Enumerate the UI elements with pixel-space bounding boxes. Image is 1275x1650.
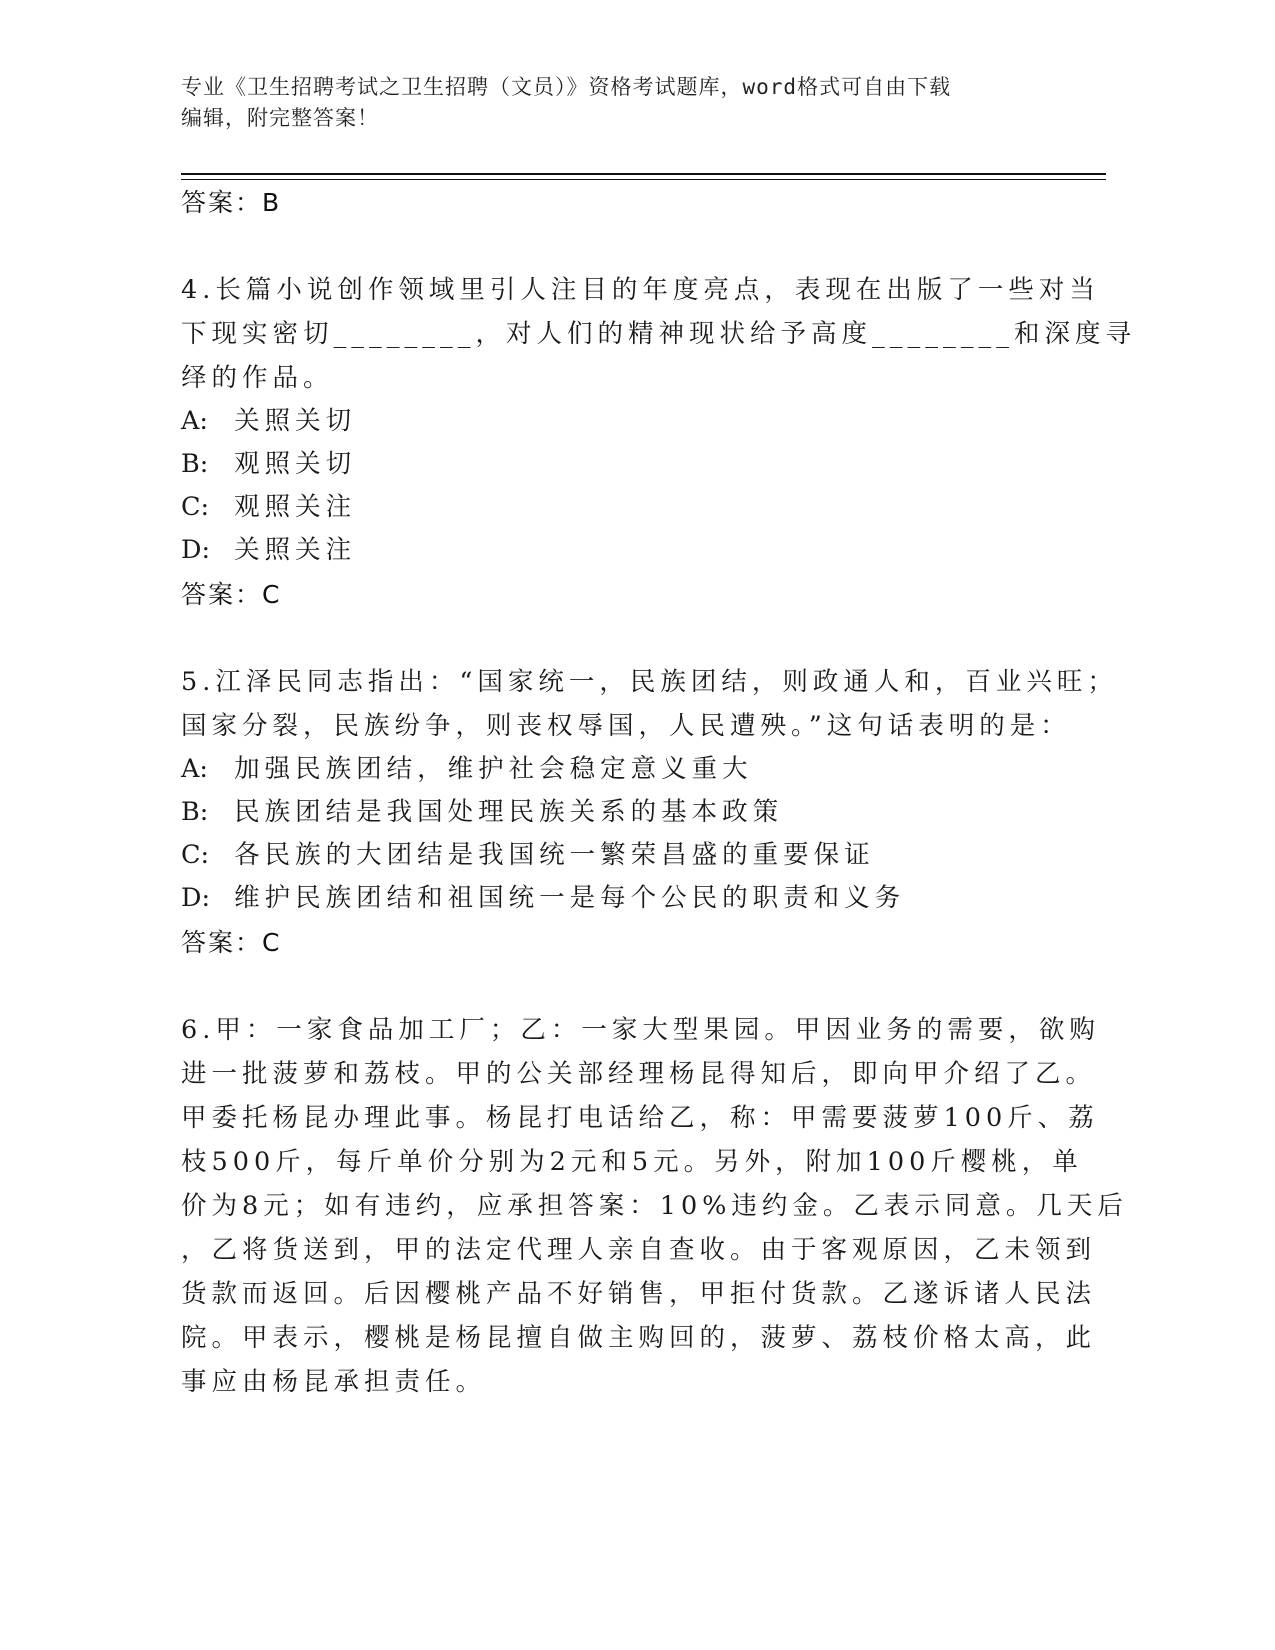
question-5-option-a <box>181 747 1061 791</box>
question-6 <box>181 1008 1128 1404</box>
question-5-answer: 答案：C <box>181 928 282 957</box>
option-text: 观照关注 <box>234 492 357 522</box>
question-4-option-a <box>181 399 1061 443</box>
question-4-answer: 答案：C <box>181 580 282 609</box>
question-4-line-3: 绎的作品。 <box>181 363 334 393</box>
header-rule-thin <box>181 179 1106 180</box>
option-label: C: <box>181 840 210 870</box>
question-6-line-1: 6.甲：一家食品加工厂；乙：一家大型果园。甲因业务的需要，欲购 <box>181 1015 1100 1045</box>
question-5-line-2: 国家分裂，民族纷争，则丧权辱国，人民遭殃。”这句话表明的是： <box>181 711 1071 741</box>
header-line-2: 编辑，附完整答案！ <box>181 106 379 130</box>
option-label: A: <box>181 754 209 784</box>
question-4-line-1: 4.长篇小说创作领域里引人注目的年度亮点，表现在出版了一些对当 <box>181 275 1100 305</box>
answer-prev: 答案：B <box>181 188 282 217</box>
option-text: 维护民族团结和祖国统一是每个公民的职责和义务 <box>234 883 906 913</box>
question-5 <box>181 660 1118 748</box>
option-text: 民族团结是我国处理民族关系的基本政策 <box>234 797 784 827</box>
option-text: 各民族的大团结是我国统一繁荣昌盛的重要保证 <box>234 840 875 870</box>
question-6-line-3: 甲委托杨昆办理此事。杨昆打电话给乙，称：甲需要菠萝100斤、荔 <box>181 1103 1099 1133</box>
question-5-line-1: 5.江泽民同志指出：“国家统一，民族团结，则政通人和，百业兴旺； <box>181 667 1118 697</box>
option-label: A: <box>181 406 209 436</box>
question-5-option-b <box>181 790 1061 834</box>
question-4-option-d <box>181 528 1061 572</box>
question-6-line-8: 院。甲表示，樱桃是杨昆擅自做主购回的，菠萝、荔枝价格太高，此 <box>181 1323 1097 1353</box>
option-label: D: <box>181 535 211 565</box>
question-6-line-2: 进一批菠萝和荔枝。甲的公关部经理杨昆得知后，即向甲介绍了乙。 <box>181 1059 1097 1089</box>
question-4 <box>181 268 1137 400</box>
header-line-1: 专业《卫生招聘考试之卫生招聘（文员）》资格考试题库，word格式可自由下载 <box>181 75 952 99</box>
question-4-option-c <box>181 485 1061 529</box>
question-6-line-9: 事应由杨昆承担责任。 <box>181 1367 487 1397</box>
question-5-option-c <box>181 833 1061 877</box>
question-4-option-b <box>181 442 1061 486</box>
question-5-option-d <box>181 876 1061 920</box>
question-6-line-7: 货款而返回。后因樱桃产品不好销售，甲拒付货款。乙遂诉诸人民法 <box>181 1279 1097 1309</box>
question-6-line-4: 枝500斤，每斤单价分别为2元和5元。另外，附加100斤樱桃，单 <box>181 1147 1083 1177</box>
option-text: 加强民族团结，维护社会稳定意义重大 <box>234 754 753 784</box>
question-6-line-5: 价为8元；如有违约，应承担答案：10%违约金。乙表示同意。几天后 <box>181 1191 1128 1221</box>
question-6-line-6: ，乙将货送到，甲的法定代理人亲自查收。由于客观原因，乙未领到 <box>181 1235 1097 1265</box>
option-text: 关照关注 <box>234 535 357 565</box>
question-4-line-2: 下现实密切________，对人们的精神现状给予高度________和深度寻 <box>181 319 1137 349</box>
option-text: 关照关切 <box>234 406 357 436</box>
option-label: D: <box>181 883 211 913</box>
option-label: C: <box>181 492 210 522</box>
option-label: B: <box>181 797 209 827</box>
option-text: 观照关切 <box>234 449 357 479</box>
header-rule-thick <box>181 173 1106 175</box>
page-header <box>181 72 1041 134</box>
option-label: B: <box>181 449 209 479</box>
